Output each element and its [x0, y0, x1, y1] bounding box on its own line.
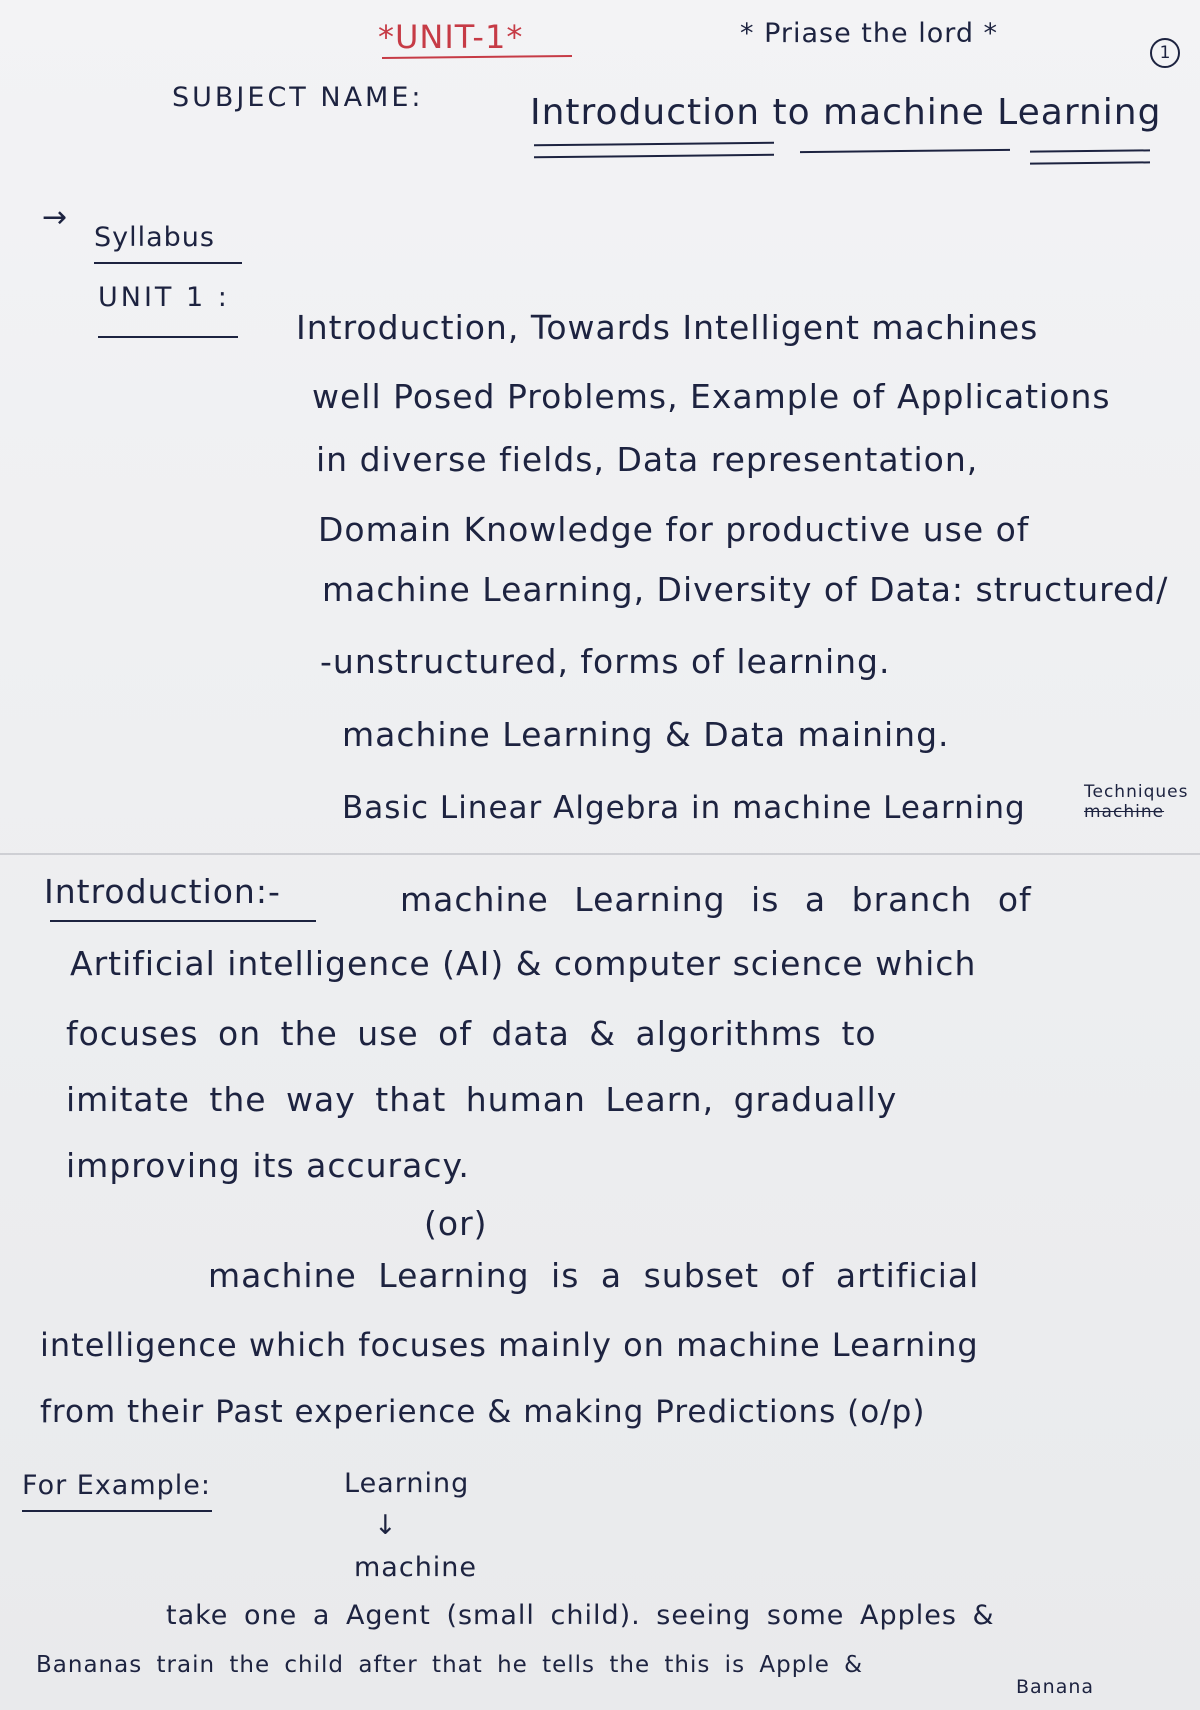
subject-name: Introduction to machine Learning	[530, 92, 1162, 133]
unit-1-label: UNIT 1 :	[98, 282, 230, 313]
intro-alt-line-1: machine Learning is a subset of artificial	[208, 1256, 980, 1295]
syllabus-line-6: -unstructured, forms of learning.	[320, 642, 891, 681]
subject-label: SUBJECT NAME:	[172, 82, 424, 113]
example-underline	[22, 1510, 212, 1512]
intro-alt-line-2: intelligence which focuses mainly on machine Learning	[40, 1326, 979, 1364]
syllabus-correction: Techniques	[1084, 782, 1189, 802]
page-fold-line	[0, 853, 1200, 855]
syllabus-line-4: Domain Knowledge for productive use of	[318, 510, 1030, 549]
down-arrow-icon: ↓	[374, 1510, 398, 1541]
example-line-1: take one a Agent (small child). seeing some Apples &	[166, 1600, 995, 1631]
subject-underline-3b	[1030, 161, 1150, 164]
syllabus-underline	[94, 262, 242, 264]
syllabus-line-3: in diverse fields, Data representation,	[316, 440, 979, 479]
subject-underline-1b	[534, 154, 774, 159]
example-line-2: Bananas train the child after that he tells the this is Apple &	[36, 1652, 864, 1678]
syllabus-arrow-icon: →	[42, 200, 68, 235]
syllabus-line-5: machine Learning, Diversity of Data: structured/	[322, 570, 1169, 609]
example-machine-label: machine	[354, 1552, 478, 1583]
syllabus-line-1: Introduction, Towards Intelligent machines	[296, 308, 1039, 347]
unit-1-underline	[98, 336, 238, 338]
syllabus-line-2: well Posed Problems, Example of Applications	[312, 377, 1111, 416]
syllabus-line-8: Basic Linear Algebra in machine Learning	[342, 790, 1026, 826]
intro-line-2: Artificial intelligence (AI) & computer science which	[70, 944, 977, 983]
intro-line-1: machine Learning is a branch of	[400, 880, 1032, 919]
intro-line-5: improving its accuracy.	[66, 1146, 470, 1185]
subject-underline-1	[534, 142, 774, 147]
page-number: 1	[1150, 38, 1180, 68]
subject-underline-2	[800, 149, 1010, 153]
example-learning-label: Learning	[344, 1468, 470, 1499]
unit-title: *UNIT-1*	[378, 18, 524, 56]
intro-line-4: imitate the way that human Learn, gradually	[66, 1080, 898, 1119]
syllabus-heading: Syllabus	[94, 222, 215, 253]
intro-line-3: focuses on the use of data & algorithms to	[66, 1014, 877, 1053]
or-separator: (or)	[424, 1204, 488, 1243]
intro-alt-line-3: from their Past experience & making Predictions (o/p)	[40, 1394, 926, 1430]
subject-underline-3	[1030, 149, 1150, 152]
praise-line: * Priase the lord *	[740, 18, 999, 49]
example-line-3: Banana	[1016, 1676, 1095, 1698]
syllabus-struck-word: machine	[1084, 802, 1165, 822]
introduction-heading: Introduction:-	[44, 872, 281, 911]
syllabus-line-7: machine Learning & Data maining.	[342, 715, 950, 754]
example-heading: For Example:	[22, 1470, 212, 1501]
introduction-underline	[50, 920, 316, 922]
